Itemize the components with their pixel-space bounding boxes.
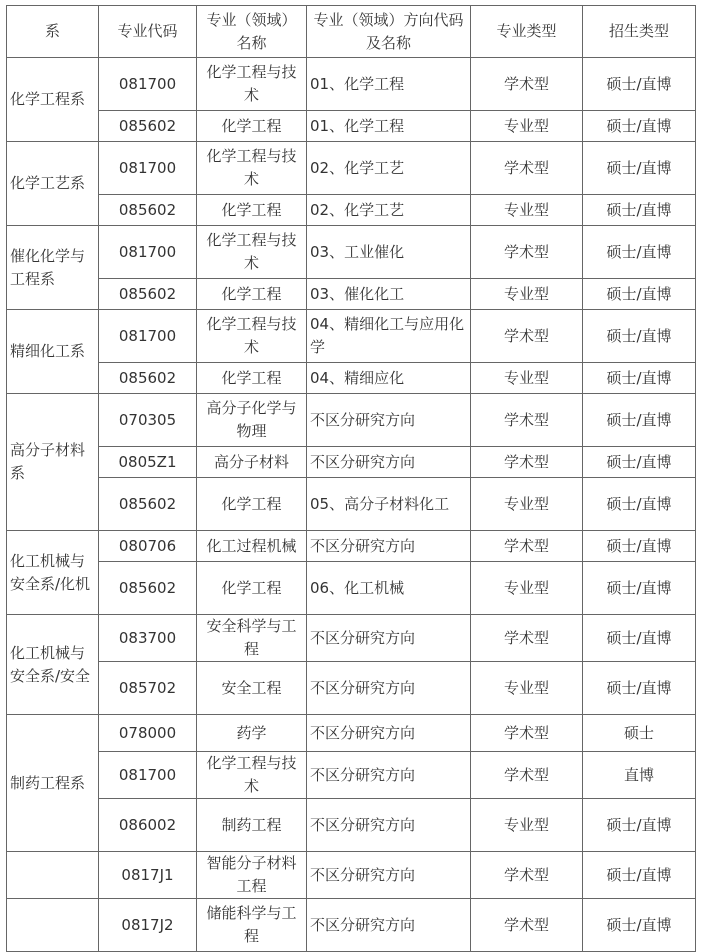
enroll-cell: 硕士/直博 bbox=[583, 899, 696, 952]
type-cell: 学术型 bbox=[471, 715, 583, 752]
type-cell: 专业型 bbox=[471, 363, 583, 394]
enroll-cell: 硕士/直博 bbox=[583, 111, 696, 142]
direction-cell: 04、精细应化 bbox=[307, 363, 471, 394]
direction-cell: 不区分研究方向 bbox=[307, 752, 471, 799]
type-cell: 学术型 bbox=[471, 447, 583, 478]
header-type: 专业类型 bbox=[471, 6, 583, 58]
enroll-cell: 硕士/直博 bbox=[583, 447, 696, 478]
enroll-cell: 硕士/直博 bbox=[583, 279, 696, 310]
table-row bbox=[7, 58, 696, 111]
direction-cell: 不区分研究方向 bbox=[307, 852, 471, 899]
table-row bbox=[7, 226, 696, 279]
enroll-cell: 硕士/直博 bbox=[583, 394, 696, 447]
header-enroll: 招生类型 bbox=[583, 6, 696, 58]
direction-cell: 05、高分子材料化工 bbox=[307, 478, 471, 531]
major-cell: 高分子材料 bbox=[197, 447, 307, 478]
code-cell: 078000 bbox=[99, 715, 197, 752]
table-row bbox=[7, 142, 696, 195]
type-cell: 学术型 bbox=[471, 142, 583, 195]
header-dept: 系 bbox=[7, 6, 99, 58]
type-cell: 学术型 bbox=[471, 58, 583, 111]
dept-cell bbox=[7, 852, 99, 899]
dept-cell: 化学工艺系 bbox=[7, 142, 99, 226]
major-cell: 化学工程与技术 bbox=[197, 752, 307, 799]
code-cell: 085602 bbox=[99, 562, 197, 615]
enroll-cell: 硕士/直博 bbox=[583, 478, 696, 531]
table-row bbox=[7, 447, 696, 478]
dept-cell: 催化化学与工程系 bbox=[7, 226, 99, 310]
enroll-cell: 硕士/直博 bbox=[583, 852, 696, 899]
type-cell: 学术型 bbox=[471, 852, 583, 899]
major-cell: 化学工程与技术 bbox=[197, 58, 307, 111]
enroll-cell: 硕士/直博 bbox=[583, 226, 696, 279]
major-cell: 高分子化学与物理 bbox=[197, 394, 307, 447]
enroll-cell: 硕士/直博 bbox=[583, 142, 696, 195]
program-table bbox=[6, 5, 696, 952]
code-cell: 081700 bbox=[99, 226, 197, 279]
enroll-cell: 硕士 bbox=[583, 715, 696, 752]
major-cell: 安全工程 bbox=[197, 662, 307, 715]
major-cell: 化学工程 bbox=[197, 363, 307, 394]
dept-cell: 制药工程系 bbox=[7, 715, 99, 852]
table-row bbox=[7, 615, 696, 662]
table-row bbox=[7, 531, 696, 562]
direction-cell: 不区分研究方向 bbox=[307, 615, 471, 662]
code-cell: 081700 bbox=[99, 310, 197, 363]
direction-cell: 03、催化化工 bbox=[307, 279, 471, 310]
code-cell: 080706 bbox=[99, 531, 197, 562]
major-cell: 安全科学与工程 bbox=[197, 615, 307, 662]
type-cell: 学术型 bbox=[471, 226, 583, 279]
code-cell: 085602 bbox=[99, 478, 197, 531]
major-cell: 化工过程机械 bbox=[197, 531, 307, 562]
enroll-cell: 硕士/直博 bbox=[583, 363, 696, 394]
code-cell: 081700 bbox=[99, 142, 197, 195]
major-cell: 化学工程与技术 bbox=[197, 226, 307, 279]
dept-cell bbox=[7, 899, 99, 952]
enroll-cell: 硕士/直博 bbox=[583, 58, 696, 111]
dept-cell: 化学工程系 bbox=[7, 58, 99, 142]
direction-cell: 不区分研究方向 bbox=[307, 899, 471, 952]
enroll-cell: 硕士/直博 bbox=[583, 662, 696, 715]
major-cell: 化学工程 bbox=[197, 478, 307, 531]
code-cell: 081700 bbox=[99, 58, 197, 111]
type-cell: 专业型 bbox=[471, 562, 583, 615]
table-row bbox=[7, 310, 696, 363]
table-row bbox=[7, 662, 696, 715]
dept-cell: 化工机械与安全系/安全 bbox=[7, 615, 99, 715]
code-cell: 081700 bbox=[99, 752, 197, 799]
major-cell: 储能科学与工程 bbox=[197, 899, 307, 952]
direction-cell: 01、化学工程 bbox=[307, 111, 471, 142]
type-cell: 学术型 bbox=[471, 310, 583, 363]
code-cell: 070305 bbox=[99, 394, 197, 447]
major-cell: 化学工程与技术 bbox=[197, 142, 307, 195]
major-cell: 化学工程 bbox=[197, 562, 307, 615]
table-row bbox=[7, 752, 696, 799]
code-cell: 085702 bbox=[99, 662, 197, 715]
type-cell: 专业型 bbox=[471, 799, 583, 852]
major-cell: 化学工程 bbox=[197, 195, 307, 226]
major-cell: 药学 bbox=[197, 715, 307, 752]
direction-cell: 04、精细化工与应用化学 bbox=[307, 310, 471, 363]
code-cell: 0805Z1 bbox=[99, 447, 197, 478]
direction-cell: 不区分研究方向 bbox=[307, 799, 471, 852]
type-cell: 专业型 bbox=[471, 662, 583, 715]
dept-cell: 高分子材料系 bbox=[7, 394, 99, 531]
type-cell: 专业型 bbox=[471, 279, 583, 310]
code-cell: 086002 bbox=[99, 799, 197, 852]
table-row bbox=[7, 799, 696, 852]
table-row bbox=[7, 279, 696, 310]
table-row bbox=[7, 111, 696, 142]
major-cell: 化学工程 bbox=[197, 279, 307, 310]
code-cell: 085602 bbox=[99, 279, 197, 310]
type-cell: 专业型 bbox=[471, 478, 583, 531]
direction-cell: 不区分研究方向 bbox=[307, 394, 471, 447]
table-row bbox=[7, 562, 696, 615]
enroll-cell: 硕士/直博 bbox=[583, 195, 696, 226]
type-cell: 学术型 bbox=[471, 531, 583, 562]
direction-cell: 不区分研究方向 bbox=[307, 662, 471, 715]
type-cell: 专业型 bbox=[471, 195, 583, 226]
header-direction: 专业（领域）方向代码及名称 bbox=[307, 6, 471, 58]
direction-cell: 不区分研究方向 bbox=[307, 447, 471, 478]
header-major: 专业（领域）名称 bbox=[197, 6, 307, 58]
type-cell: 学术型 bbox=[471, 899, 583, 952]
type-cell: 学术型 bbox=[471, 752, 583, 799]
type-cell: 专业型 bbox=[471, 111, 583, 142]
enroll-cell: 硕士/直博 bbox=[583, 615, 696, 662]
code-cell: 083700 bbox=[99, 615, 197, 662]
table-row bbox=[7, 394, 696, 447]
type-cell: 学术型 bbox=[471, 615, 583, 662]
major-cell: 智能分子材料工程 bbox=[197, 852, 307, 899]
table-row bbox=[7, 363, 696, 394]
enroll-cell: 硕士/直博 bbox=[583, 310, 696, 363]
direction-cell: 02、化学工艺 bbox=[307, 195, 471, 226]
table-row bbox=[7, 195, 696, 226]
dept-cell: 精细化工系 bbox=[7, 310, 99, 394]
enroll-cell: 硕士/直博 bbox=[583, 562, 696, 615]
direction-cell: 03、工业催化 bbox=[307, 226, 471, 279]
code-cell: 085602 bbox=[99, 363, 197, 394]
table-row bbox=[7, 478, 696, 531]
table-row bbox=[7, 852, 696, 899]
enroll-cell: 硕士/直博 bbox=[583, 531, 696, 562]
dept-cell: 化工机械与安全系/化机 bbox=[7, 531, 99, 615]
table-row bbox=[7, 899, 696, 952]
enroll-cell: 直博 bbox=[583, 752, 696, 799]
code-cell: 085602 bbox=[99, 195, 197, 226]
direction-cell: 01、化学工程 bbox=[307, 58, 471, 111]
direction-cell: 06、化工机械 bbox=[307, 562, 471, 615]
type-cell: 学术型 bbox=[471, 394, 583, 447]
table-row bbox=[7, 715, 696, 752]
header-code: 专业代码 bbox=[99, 6, 197, 58]
code-cell: 085602 bbox=[99, 111, 197, 142]
direction-cell: 不区分研究方向 bbox=[307, 531, 471, 562]
code-cell: 0817J2 bbox=[99, 899, 197, 952]
header-row bbox=[7, 6, 696, 58]
direction-cell: 02、化学工艺 bbox=[307, 142, 471, 195]
code-cell: 0817J1 bbox=[99, 852, 197, 899]
enroll-cell: 硕士/直博 bbox=[583, 799, 696, 852]
major-cell: 化学工程与技术 bbox=[197, 310, 307, 363]
major-cell: 制药工程 bbox=[197, 799, 307, 852]
major-cell: 化学工程 bbox=[197, 111, 307, 142]
direction-cell: 不区分研究方向 bbox=[307, 715, 471, 752]
